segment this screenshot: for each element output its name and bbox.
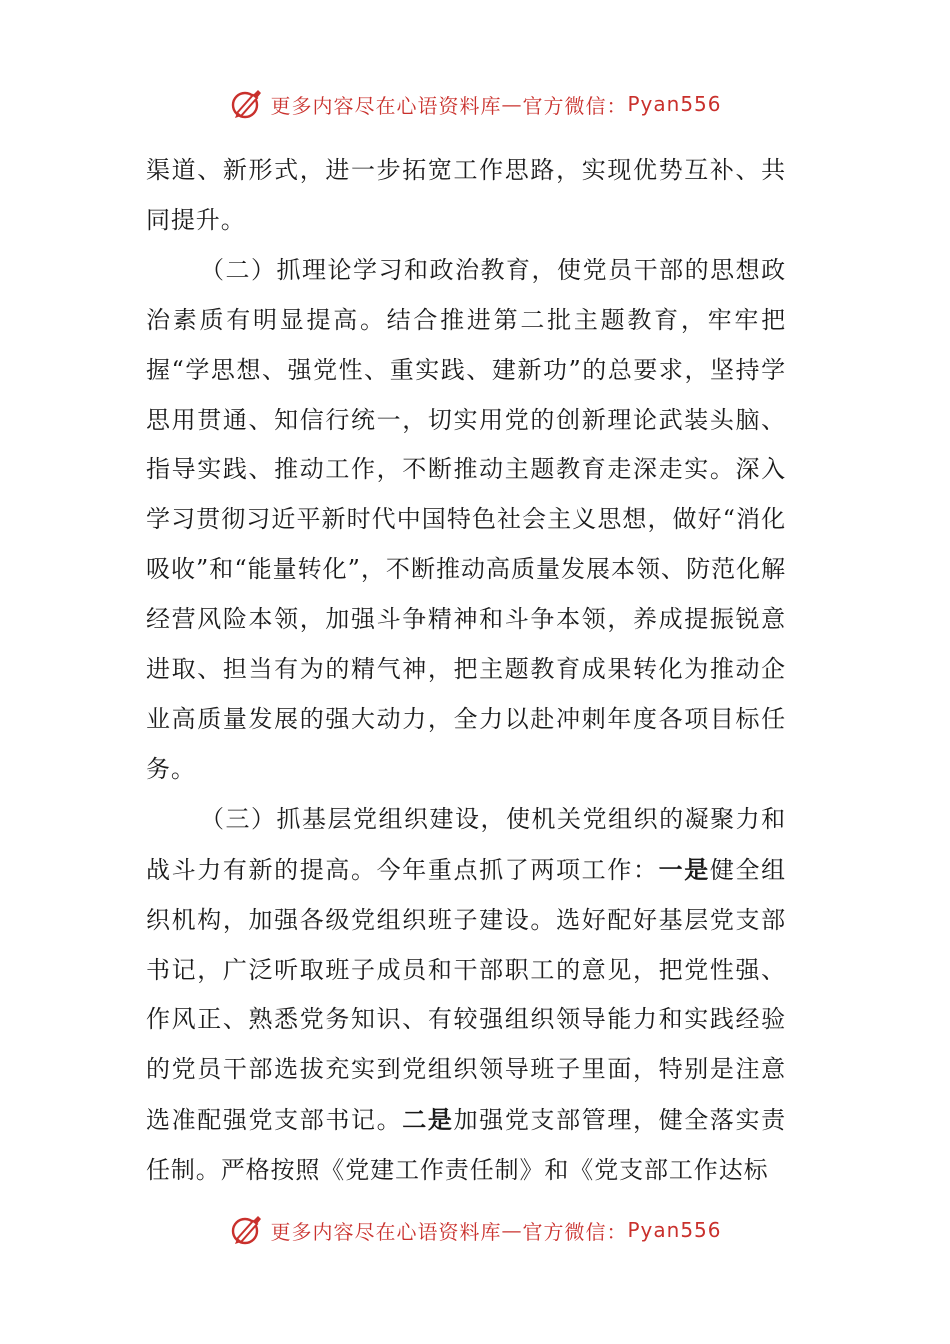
pen-logo-icon [228, 86, 264, 122]
pen-logo-icon [228, 1212, 264, 1248]
section-3-bold-first: 一是 [658, 854, 710, 884]
paragraph-continuation: 渠道、新形式，进一步拓宽工作思路，实现优势互补、共同提升。 [146, 156, 786, 234]
paragraph-section-2: （二）抓理论学习和政治教育，使党员干部的思想政治素质有明显提高。结合推进第二批主题教育，牢牢把握“学思想、强党性、重实践、建新功”的总要求，坚持学思用贯通、知信行统一，切实用党的创新理论武装头脑、指导实践、推动工作，不断推动主题教育走深走实。深入学习贯彻习近平新时代中国特色社会主义思想，做好“消化吸收”和“能量转化”，不断推动高质量发展本领、防范化解经营风险本领，加强斗争精神和斗争本领，养成提振锐意进取、担当有为的精气神，把主题教育成果转化为推动企业高质量发展的强大动力，全力以赴冲刺年度各项目标任务。 [146, 255, 786, 783]
paragraph-section-3 [146, 795, 786, 1196]
header-watermark [0, 82, 950, 126]
watermark-brand: 更多内容尽在心语资料库 [270, 1219, 502, 1244]
document-body [146, 146, 786, 1196]
watermark-wechat: Pyan556 [627, 1218, 722, 1242]
watermark-official: 官方微信： [522, 93, 628, 118]
watermark-wechat: Pyan556 [627, 92, 722, 116]
section-3-bold-second: 二是 [402, 1105, 454, 1135]
watermark-brand: 更多内容尽在心语资料库 [270, 93, 502, 118]
section-3-text-c: 加强党支部管理，健全落实责任制。严格按照《党建工作责任制》和《党支部工作达标 [146, 1106, 787, 1185]
footer-watermark [0, 1208, 950, 1252]
watermark-official: 官方微信： [522, 1219, 628, 1244]
section-3-text-a: （三）抓基层党组织建设，使机关党组织的凝聚力和战斗力有新的提高。今年重点抓了两项工作： [146, 804, 786, 884]
watermark-separator: — [501, 1218, 523, 1242]
section-3-text-b: 健全组织机构，加强各级党组织班子建设。选好配好基层党支部书记，广泛听取班子成员和干部职工的意见，把党性强、作风正、熟悉党务知识、有较强组织领导能力和实践经验的党员干部选拔充实到党组织领导班子里面，特别是注意选准配强党支部书记。 [146, 855, 787, 1135]
watermark-separator: — [501, 92, 523, 116]
